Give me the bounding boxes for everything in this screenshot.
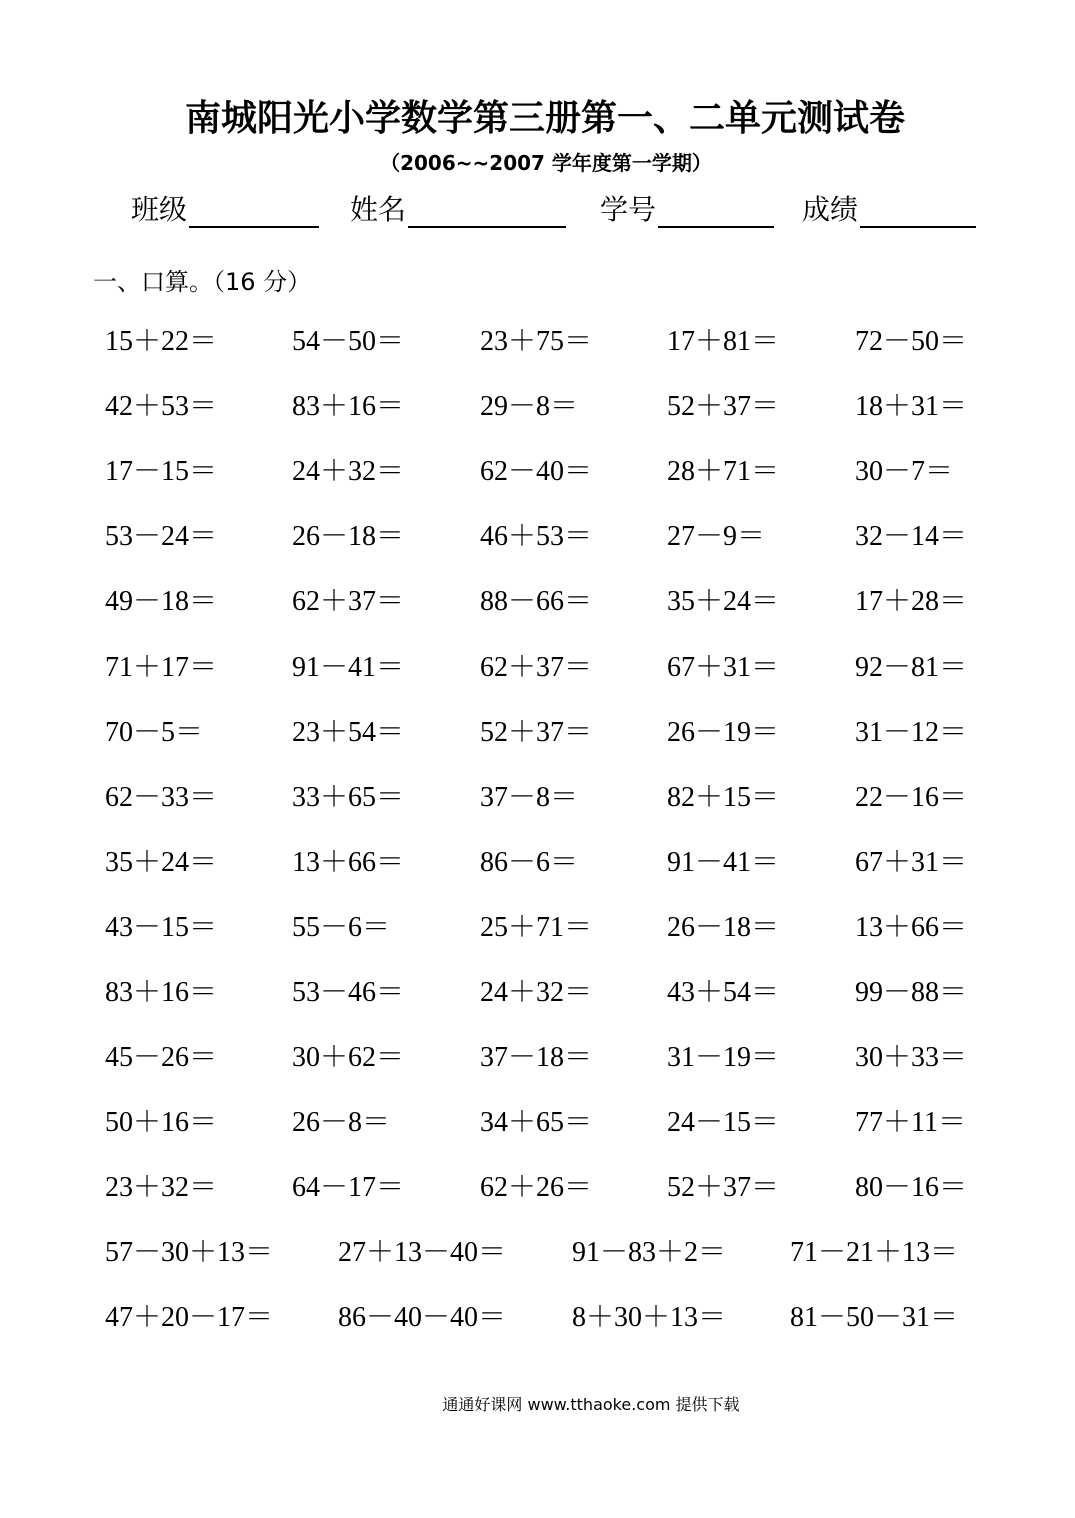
arithmetic-problem: 71＋17＝ [105,651,218,683]
arithmetic-problem: 70－5＝ [105,716,204,748]
arithmetic-problem: 62＋37＝ [480,651,593,683]
student-no-label: 学号 [600,193,657,226]
arithmetic-problem: 30＋33＝ [855,1042,968,1074]
arithmetic-problem: 26－8＝ [292,1107,391,1139]
arithmetic-problem: 55－6＝ [292,911,391,943]
arithmetic-problem: 54－50＝ [292,326,405,357]
arithmetic-problem: 26－18＝ [292,521,405,553]
arithmetic-problem: 33＋65＝ [292,781,405,813]
arithmetic-problem: 49－18＝ [105,586,218,618]
arithmetic-problem: 34＋65＝ [480,1107,593,1139]
arithmetic-problem: 27－9＝ [667,521,766,553]
arithmetic-problem: 31－12＝ [855,716,968,748]
arithmetic-problem: 17＋28＝ [855,586,968,618]
arithmetic-problem: 35＋24＝ [105,846,218,878]
arithmetic-problem: 67＋31＝ [667,651,780,683]
arithmetic-problem: 32－14＝ [855,521,968,553]
arithmetic-problem: 91－41＝ [292,651,405,683]
arithmetic-problem: 26－19＝ [667,716,780,748]
arithmetic-problem: 23＋32＝ [105,1172,218,1204]
arithmetic-problem: 22－16＝ [855,781,968,813]
arithmetic-problem: 62－33＝ [105,781,218,813]
arithmetic-problem: 18＋31＝ [855,391,968,423]
arithmetic-problem: 23＋54＝ [292,716,405,748]
arithmetic-problem: 92－81＝ [855,651,968,683]
arithmetic-problem: 91－41＝ [667,846,780,878]
arithmetic-problem: 53－24＝ [105,521,218,553]
arithmetic-problem: 29－8＝ [480,391,579,423]
mixed-arithmetic-problem: 8＋30＋13＝ [572,1302,727,1333]
arithmetic-problem: 99－88＝ [855,977,968,1008]
arithmetic-problem: 37－8＝ [480,781,579,813]
arithmetic-problem: 35＋24＝ [667,586,780,618]
arithmetic-problem: 13＋66＝ [855,911,968,943]
arithmetic-problem: 64－17＝ [292,1172,405,1204]
arithmetic-problem: 86－6＝ [480,846,579,878]
arithmetic-problem: 31－19＝ [667,1042,780,1074]
arithmetic-problem: 62－40＝ [480,456,593,488]
arithmetic-problem: 62＋37＝ [292,586,405,618]
arithmetic-problem: 46＋53＝ [480,521,593,553]
arithmetic-problem: 83＋16＝ [292,391,405,423]
arithmetic-problem: 43＋54＝ [667,977,780,1008]
mixed-arithmetic-problem: 71－21＋13＝ [790,1237,959,1268]
arithmetic-problem: 26－18＝ [667,911,780,943]
arithmetic-problem: 24＋32＝ [292,456,405,488]
mixed-arithmetic-problem: 57－30＋13＝ [105,1237,274,1268]
arithmetic-problem: 72－50＝ [855,326,968,357]
arithmetic-problem: 53－46＝ [292,977,405,1008]
arithmetic-problem: 43－15＝ [105,911,218,943]
arithmetic-problem: 82＋15＝ [667,781,780,813]
arithmetic-problem: 24－15＝ [667,1107,780,1139]
arithmetic-problem: 83＋16＝ [105,977,218,1008]
page-title: 南城阳光小学数学第三册第一、二单元测试卷 [184,98,905,139]
mixed-arithmetic-problem: 91－83＋2＝ [572,1237,727,1268]
mixed-arithmetic-problem: 86－40－40＝ [338,1302,507,1333]
arithmetic-problem: 30－7＝ [855,456,954,488]
arithmetic-problem: 15＋22＝ [105,326,218,357]
section-heading: 一、口算。（16 分） [93,268,312,296]
mixed-arithmetic-problem: 47＋20－17＝ [105,1302,274,1333]
arithmetic-problem: 17＋81＝ [667,326,780,357]
arithmetic-problem: 62＋26＝ [480,1172,593,1204]
arithmetic-problem: 42＋53＝ [105,391,218,423]
arithmetic-problem: 17－15＝ [105,456,218,488]
arithmetic-problem: 52＋37＝ [667,1172,780,1204]
arithmetic-problem: 13＋66＝ [292,846,405,878]
arithmetic-problem: 67＋31＝ [855,846,968,878]
arithmetic-problem: 88－66＝ [480,586,593,618]
arithmetic-problem: 37－18＝ [480,1042,593,1074]
class-label: 班级 [131,193,188,226]
arithmetic-problem: 77＋11＝ [855,1107,966,1139]
arithmetic-problem: 25＋71＝ [480,911,593,943]
page-subtitle: （2006~~2007 学年度第一学期） [380,151,712,175]
arithmetic-problem: 28＋71＝ [667,456,780,488]
mixed-arithmetic-problem: 27＋13－40＝ [338,1237,507,1268]
arithmetic-problem: 52＋37＝ [480,716,593,748]
score-label: 成绩 [802,193,859,226]
arithmetic-problem: 50＋16＝ [105,1107,218,1139]
arithmetic-problem: 45－26＝ [105,1042,218,1074]
arithmetic-problem: 30＋62＝ [292,1042,405,1074]
name-label: 姓名 [350,193,407,226]
arithmetic-problem: 80－16＝ [855,1172,968,1204]
arithmetic-problem: 23＋75＝ [480,326,593,357]
arithmetic-problem: 24＋32＝ [480,977,593,1008]
footer-text: 通通好课网 www.tthaoke.com 提供下载 [442,1395,740,1414]
mixed-arithmetic-problem: 81－50－31＝ [790,1302,959,1333]
arithmetic-problem: 52＋37＝ [667,391,780,423]
